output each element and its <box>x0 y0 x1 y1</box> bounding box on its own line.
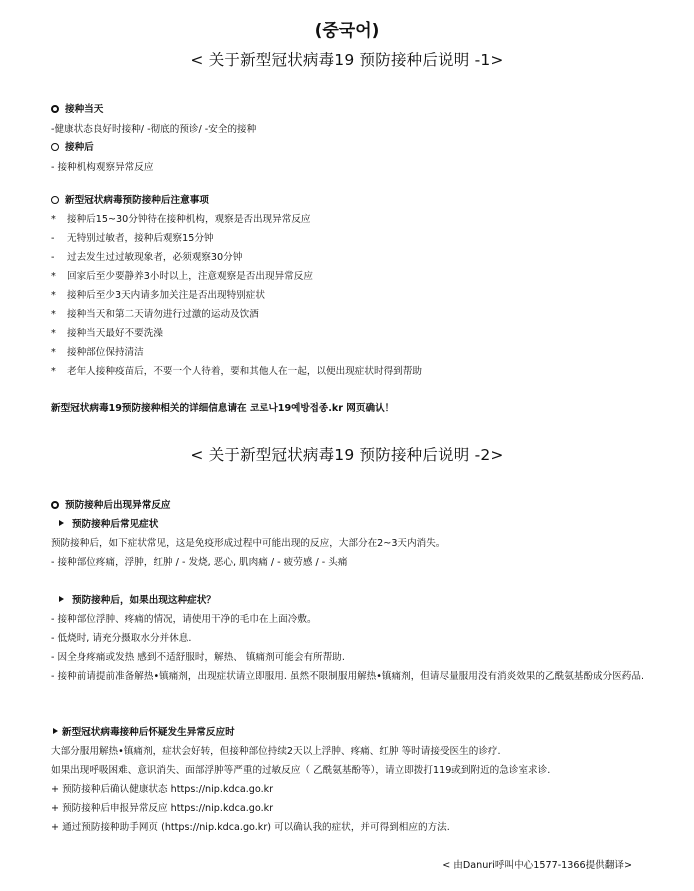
precaution-item <box>51 213 311 226</box>
precaution-text: 回家后至少要静养3小时以上，注意观察是否出现异常反应 <box>67 271 313 282</box>
precaution-text: 无特别过敏者，接种后观察15分钟 <box>67 233 214 244</box>
circle-bullet-icon <box>51 143 59 151</box>
suspected-reaction-heading-text: 新型冠状病毒接种后怀疑发生异常反应时 <box>62 727 235 738</box>
if-symptoms-line: - 接种部位浮肿、疼痛的情况，请使用干净的毛巾在上面冷敷。 <box>51 614 317 625</box>
precaution-item <box>51 289 265 302</box>
precaution-item <box>51 270 313 283</box>
common-symptoms-text: 预防接种后，如下症状常见，这是免疫形成过程中可能出现的反应，大部分在2~3天内消失。 <box>51 538 446 549</box>
precaution-item <box>51 365 422 378</box>
translation-credit: < 由Danuri呼叫中心1577-1366提供翻译> <box>442 860 632 871</box>
after-vaccination-heading <box>51 141 94 154</box>
after-vaccination-heading-text: 接种后 <box>65 142 94 153</box>
triangle-bullet-icon <box>59 520 64 526</box>
precaution-mark: * <box>51 309 56 320</box>
if-symptoms-line: - 低烧时, 请充分摄取水分并休息. <box>51 633 192 644</box>
suspected-reaction-heading <box>51 726 235 739</box>
vaccination-day-heading-text: 接种当天 <box>65 104 104 115</box>
triangle-bullet-icon <box>53 728 58 734</box>
section-title-2: < 关于新型冠状病毒19 预防接种后说明 -2> <box>190 446 504 464</box>
precaution-mark: * <box>51 347 56 358</box>
precaution-mark: * <box>51 328 56 339</box>
if-symptoms-line: - 因全身疼痛或发热 感到不适舒服时，解热、 镇痛剂可能会有所帮助. <box>51 652 345 663</box>
triangle-bullet-icon <box>59 596 64 602</box>
info-note: 新型冠状病毒19预防接种相关的详细信息请在 코로나19예방접종.kr 网页确认！ <box>51 403 395 414</box>
precaution-item <box>51 232 214 245</box>
if-symptoms-line: - 接种前请提前准备解热•镇痛剂，出现症状请立即服用. 虽然不限制服用解热•镇痛剂，但请尽量服用没有消炎效果的乙酰氨基酚成分医药品. <box>51 671 645 682</box>
after-vaccination-text: - 接种机构观察异常反应 <box>51 162 154 173</box>
common-symptoms-heading-text: 预防接种后常见症状 <box>72 519 159 530</box>
if-symptoms-heading <box>51 594 216 607</box>
precaution-item <box>51 327 163 340</box>
vaccination-day-heading <box>51 103 103 116</box>
precaution-mark: * <box>51 214 56 225</box>
precaution-item <box>51 251 242 264</box>
precaution-item <box>51 308 259 321</box>
precaution-mark: * <box>51 271 56 282</box>
reaction-heading-text: 预防接种后出现异常反应 <box>65 500 171 511</box>
suspected-reaction-line: 大部分服用解热•镇痛剂，症状会好转，但接种部位持续2天以上浮肿、疼痛、红肿 等时请接受医生的诊疗. <box>51 746 501 757</box>
circle-bullet-icon <box>51 501 59 509</box>
suspected-reaction-line: 如果出现呼吸困难、意识消失、面部浮肿等严重的过敏反应（ 乙酰氨基酚等），请立即拨打119或到附近的急诊室求诊. <box>51 765 551 776</box>
if-symptoms-heading-text: 预防接种后，如果出现这种症状？ <box>72 595 216 606</box>
precaution-mark: - <box>51 233 55 244</box>
common-symptoms-list: - 接种部位疼痛，浮肿，红肿 / - 发烧, 恶心, 肌肉痛 / - 疲劳感 / - 头痛 <box>51 557 348 568</box>
precaution-item <box>51 346 144 359</box>
circle-bullet-icon <box>51 105 59 113</box>
precaution-text: 老年人接种疫苗后，不要一个人待着，要和其他人在一起，以便出现症状时得到帮助 <box>67 366 422 377</box>
circle-bullet-icon <box>51 196 59 204</box>
precaution-text: 接种当天最好不要洗澡 <box>67 328 163 339</box>
common-symptoms-heading <box>51 518 158 531</box>
vaccination-day-text: -健康状态良好时接种/ -彻底的预诊/ -安全的接种 <box>51 124 257 135</box>
precaution-mark: - <box>51 252 55 263</box>
precaution-mark: * <box>51 366 56 377</box>
language-label: (중국어) <box>314 21 380 41</box>
precaution-text: 接种部位保持清洁 <box>67 347 144 358</box>
precautions-heading <box>51 194 209 207</box>
section-title-1: < 关于新型冠状病毒19 预防接种后说明 -1> <box>190 51 504 69</box>
health-check-link-line: + 预防接种后确认健康状态 https://nip.kdca.go.kr <box>51 784 274 795</box>
precaution-text: 过去发生过过敏现象者，必须观察30分钟 <box>67 252 243 263</box>
precaution-text: 接种当天和第二天请勿进行过激的运动及饮酒 <box>67 309 259 320</box>
precaution-text: 接种后至少3天内请多加关注是否出现特别症状 <box>67 290 265 301</box>
report-reaction-link-line: + 预防接种后申报异常反应 https://nip.kdca.go.kr <box>51 803 274 814</box>
precautions-heading-text: 新型冠状病毒预防接种后注意事项 <box>65 195 209 206</box>
precaution-mark: * <box>51 290 56 301</box>
reaction-heading <box>51 499 171 512</box>
precaution-text: 接种后15~30分钟待在接种机构，观察是否出现异常反应 <box>67 214 311 225</box>
helper-site-link-line: + 通过预防接种助手网页 (https://nip.kdca.go.kr) 可以确认我的症状，并可得到相应的方法. <box>51 822 450 833</box>
